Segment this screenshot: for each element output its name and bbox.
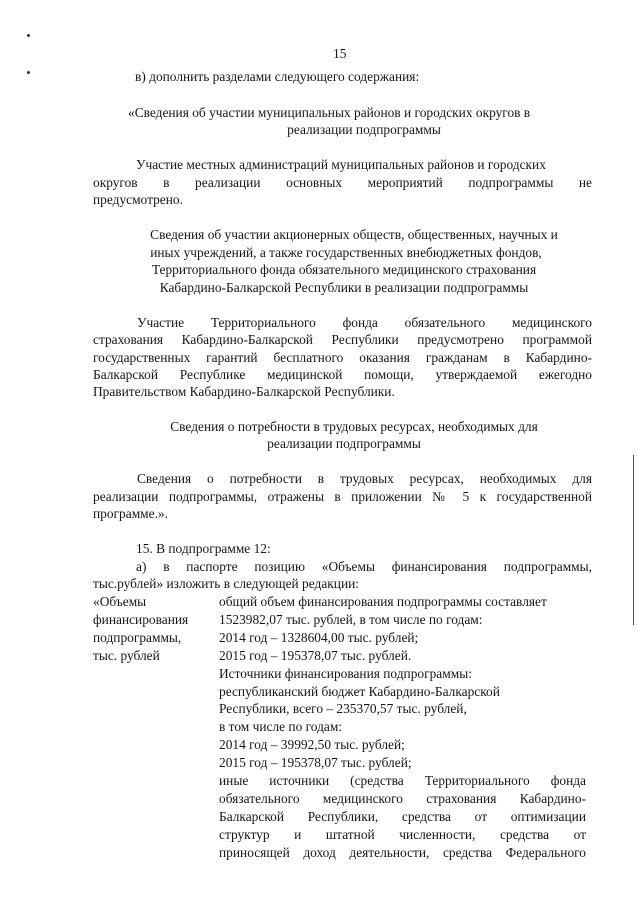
section-heading: «Сведения об участии муниципальных районов и городских округов в — [128, 105, 531, 120]
paragraph-line: Участие Территориального фонда обязательного медицинского — [137, 315, 592, 330]
paragraph-line: тыс.рублей» изложить в следующей редакции: — [93, 576, 360, 591]
section-heading: реализации подпрограммы — [287, 122, 441, 137]
table-value: республиканский бюджет Кабардино-Балкарской — [219, 684, 500, 699]
table-value: 2014 год – 39992,50 тыс. рублей; — [219, 737, 405, 752]
paragraph-line: Балкарской Республике медицинской помощи, утверждаемой ежегодно — [93, 367, 592, 382]
table-value: иные источники (средства Территориального фонда — [219, 773, 586, 788]
section-heading: Кабардино-Балкарской Республики в реализации подпрограммы — [159, 280, 529, 295]
table-value: общий объем финансирования подпрограммы составляет — [219, 594, 547, 609]
section-heading: Сведения о потребности в трудовых ресурсах, необходимых для — [170, 419, 538, 434]
table-value: Балкарской Республики, средства от оптимизации — [219, 809, 586, 824]
paragraph-line: государственных гарантий бесплатного оказания гражданам в Кабардино- — [93, 350, 592, 365]
table-label: подпрограммы, — [93, 630, 182, 645]
table-value: 2015 год – 195378,07 тыс. рублей. — [219, 648, 412, 663]
section-heading: иных учреждений, а также государственных внебюджетных фондов, — [150, 245, 542, 260]
table-label: финансирования — [93, 612, 189, 627]
table-label: тыс. рублей — [93, 648, 160, 663]
paragraph-line: Сведения о потребности в трудовых ресурсах, необходимых для — [137, 471, 592, 486]
table-value: 2014 год – 1328604,00 тыс. рублей; — [219, 630, 419, 645]
table-value: обязательного медицинского страхования Кабардино- — [219, 791, 586, 806]
scan-dot — [27, 71, 30, 74]
paragraph-line: а) в паспорте позицию «Объемы финансирования подпрограммы, — [136, 559, 592, 574]
paragraph-line: страхования Кабардино-Балкарской Республики предусмотрено программой — [93, 332, 592, 347]
section-heading: Территориального фонда обязательного медицинского страхования — [151, 262, 537, 277]
table-value: Республики, всего – 235370,57 тыс. рублей, — [219, 701, 467, 716]
table-label: «Объемы — [93, 594, 147, 609]
scan-edge-line — [633, 455, 634, 625]
table-value: Источники финансирования подпрограммы: — [219, 666, 472, 681]
table-value: 2015 год – 195378,07 тыс. рублей; — [219, 755, 412, 770]
paragraph-line: в) дополнить разделами следующего содержания: — [135, 69, 420, 84]
section-heading: реализации подпрограммы — [267, 436, 421, 451]
table-value: 1523982,07 тыс. рублей, в том числе по годам: — [219, 612, 483, 627]
paragraph-line: Правительством Кабардино-Балкарской Республики. — [93, 384, 395, 399]
paragraph-line: предусмотрено. — [93, 192, 183, 207]
paragraph-line: реализации подпрограммы, отражены в приложении № 5 к государственной — [93, 489, 592, 504]
paragraph-line: программе.». — [93, 506, 168, 521]
paragraph-line: Участие местных администраций муниципальных районов и городских — [136, 157, 546, 172]
table-value: в том числе по годам: — [219, 719, 343, 734]
section-heading: Сведения об участии акционерных обществ, общественных, научных и — [150, 227, 558, 242]
paragraph-line: 15. В подпрограмме 12: — [136, 541, 271, 556]
table-value: структур и штатной численности, средства от — [219, 827, 586, 842]
scan-dot — [27, 34, 30, 37]
page-number: 15 — [333, 46, 347, 61]
table-value: приносящей доход деятельности, средства Федерального — [219, 845, 586, 860]
paragraph-line: округов в реализации основных мероприятий подпрограммы не — [93, 175, 592, 190]
